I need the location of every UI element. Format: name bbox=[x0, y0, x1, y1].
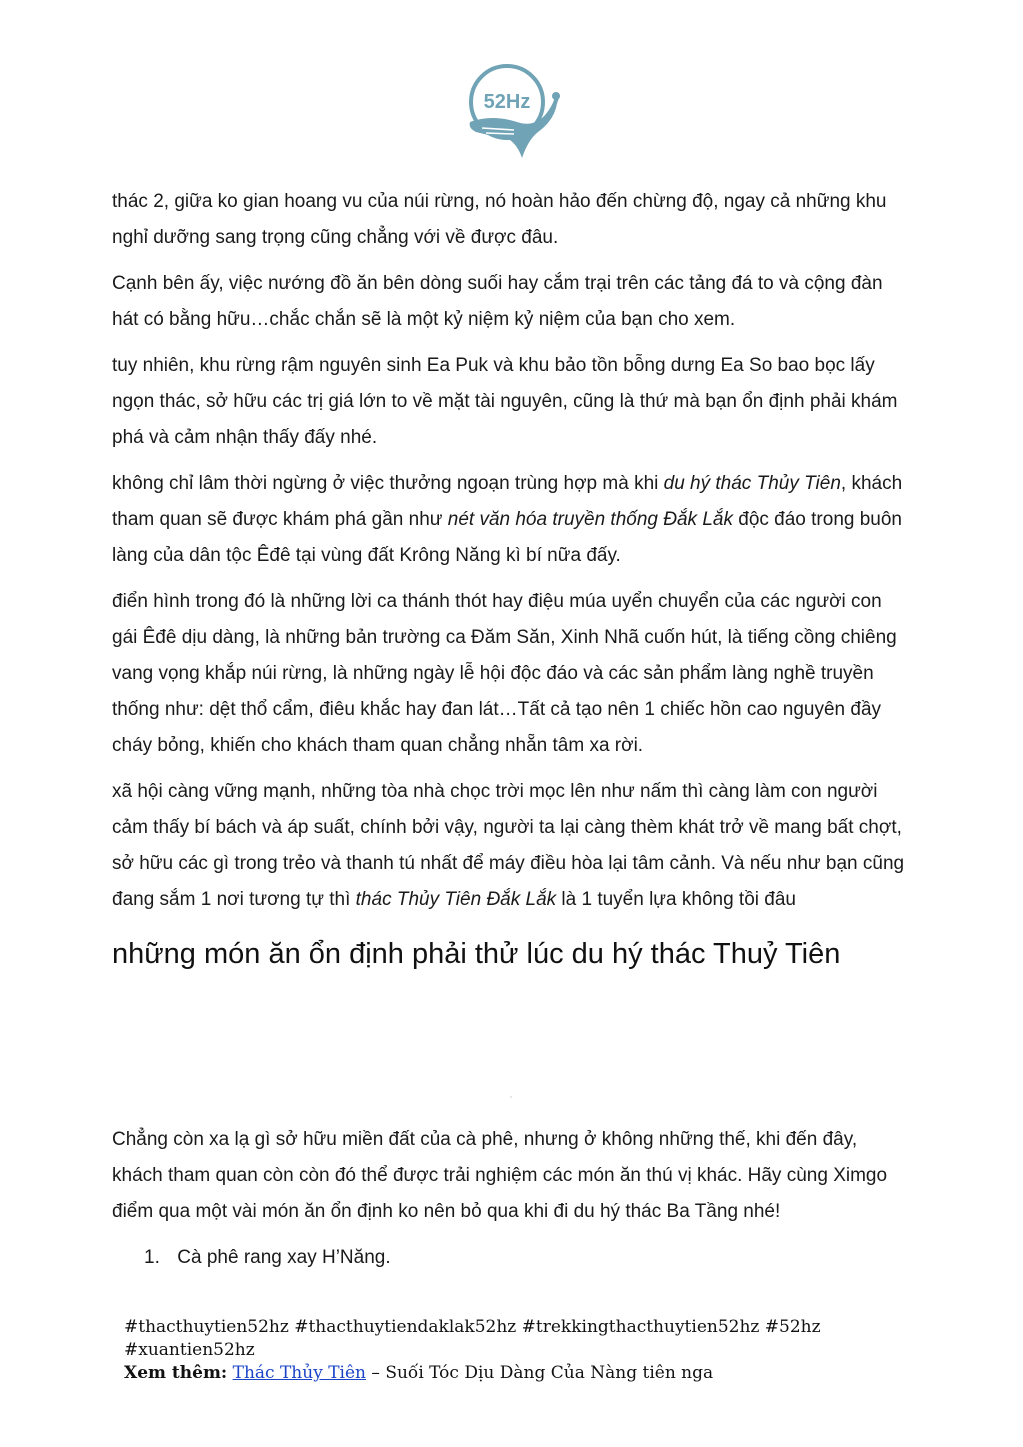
paragraph bbox=[112, 348, 912, 456]
paragraph bbox=[112, 184, 912, 256]
text-segment: Cạnh bên ấy, việc nướng đồ ăn bên dòng suối hay cắm trại trên các tảng đá to và cộng đàn hát có bằng hữu…chắc chắn sẽ là một kỷ niệm kỷ niệm của bạn cho xem. bbox=[112, 273, 883, 330]
text-segment: , khách tham quan sẽ được khám phá gần như bbox=[112, 473, 903, 530]
see-more-label: Xem thêm: bbox=[124, 1363, 228, 1383]
image-placeholder bbox=[510, 1096, 512, 1098]
whale-logo-icon bbox=[462, 62, 562, 166]
text-segment: tuy nhiên, khu rừng rậm nguyên sinh Ea Puk và khu bảo tồn bỗng dưng Ea So bao bọc lấy ngọn thác, sở hữu các trị giá lớn to về mặt tài nguyên, cũng là thứ mà bạn ổn định phải khám phá và cảm nhận thấy đấy nhé. bbox=[112, 355, 898, 448]
italic-phrase: du hý thác Thủy Tiên bbox=[663, 473, 841, 494]
logo-text: 52Hz bbox=[483, 91, 531, 113]
hashtags: #thacthuytien52hz #thacthuytiendaklak52hz #trekkingthacthuytien52hz #52hz #xuantien52hz bbox=[124, 1317, 821, 1360]
list-item-number: 1. bbox=[144, 1247, 160, 1268]
italic-phrase: thác Thủy Tiên Đắk Lắk bbox=[355, 889, 557, 910]
see-more-suffix: – Suối Tóc Dịu Dàng Của Nàng tiên nga bbox=[366, 1363, 714, 1383]
text-segment: xã hội càng vững mạnh, những tòa nhà chọc trời mọc lên như nấm thì càng làm con người cảm thấy bí bách và áp suất, chính bởi vậy, người ta lại càng thèm khát trở về mang bất chợt, sở hữu các gì trong trẻo và thanh tú nhất để máy điều hòa lại tâm cảnh. Và nếu như bạn cũng đang sắm 1 nơi tương tự thì bbox=[112, 781, 905, 910]
text-segment: không chỉ lâm thời ngừng ở việc thưởng ngoạn trùng hợp mà khi bbox=[112, 473, 664, 494]
article-body bbox=[112, 184, 912, 974]
site-logo bbox=[462, 62, 562, 166]
paragraph bbox=[112, 584, 912, 764]
list-item bbox=[112, 1240, 912, 1276]
italic-phrase: nét văn hóa truyền thống Đắk Lắk bbox=[447, 509, 733, 530]
food-section bbox=[112, 1122, 912, 1276]
paragraph bbox=[112, 466, 912, 574]
section-heading: những món ăn ổn định phải thử lúc du hý thác Thuỷ Tiên bbox=[112, 938, 841, 970]
text-segment: độc đáo trong buôn làng của dân tộc Êđê tại vùng đất Krông Năng kì bí nữa đấy. bbox=[112, 509, 902, 566]
food-list bbox=[112, 1240, 912, 1276]
paragraph bbox=[112, 266, 912, 338]
page-footer bbox=[124, 1316, 884, 1385]
text-segment: thác 2, giữa ko gian hoang vu của núi rừng, nó hoàn hảo đến chừng độ, ngay cả những khu nghỉ dưỡng sang trọng cũng chẳng với về được đâu. bbox=[112, 191, 887, 248]
intro-paragraph: Chẳng còn xa lạ gì sở hữu miền đất của cà phê, nhưng ở không những thế, khi đến đây, khách tham quan còn còn đó thể được trải nghiệm các món ăn thú vị khác. Hãy cùng Ximgo điểm qua một vài món ăn ổn định ko nên bỏ qua khi đi du hý thác Ba Tầng nhé! bbox=[112, 1129, 888, 1222]
see-more-line bbox=[124, 1362, 884, 1385]
paragraph bbox=[112, 774, 912, 918]
text-segment: là 1 tuyển lựa không tồi đâu bbox=[556, 889, 796, 910]
list-item-text: Cà phê rang xay H’Năng. bbox=[177, 1247, 391, 1268]
see-more-link[interactable]: Thác Thủy Tiên bbox=[232, 1363, 367, 1383]
text-segment: điển hình trong đó là những lời ca thánh thót hay điệu múa uyển chuyển của các người con gái Êđê dịu dàng, là những bản trường ca Đăm Săn, Xinh Nhã cuốn hút, là tiếng cồng chiêng vang vọng khắp núi rừng, là những ngày lễ hội độc đáo và các sản phẩm làng nghề truyền thống như: dệt thổ cẩm, điêu khắc hay đan lát…Tất cả tạo nên 1 chiếc hồn cao nguyên đầy cháy bỏng, khiến cho khách tham quan chẳng nhẵn tâm xa rời. bbox=[112, 591, 897, 756]
